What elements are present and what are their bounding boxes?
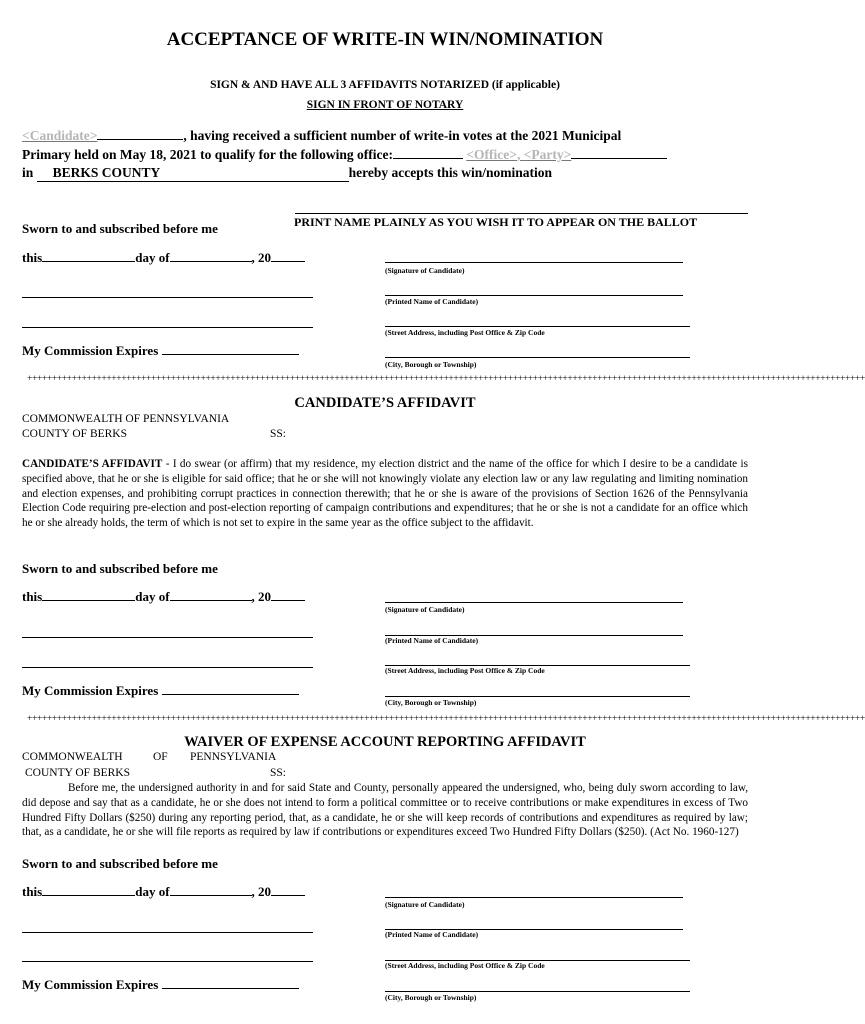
day-field-2[interactable]: [42, 600, 135, 601]
signature-line[interactable]: [385, 262, 683, 263]
street-caption-2: (Street Address, including Post Office & Zip Code: [385, 666, 545, 675]
city-line[interactable]: [385, 357, 690, 358]
party-placeholder[interactable]: <Party>: [523, 147, 572, 162]
year-field-3[interactable]: [271, 895, 305, 896]
commission-date-field-3[interactable]: [162, 988, 299, 989]
printed-name-caption: (Printed Name of Candidate): [385, 297, 479, 306]
waiver-heading: WAIVER OF EXPENSE ACCOUNT REPORTING AFFIDAVIT: [184, 734, 586, 750]
separator-2: +++++++++++++++++++++++++++++++++++++++++++++++++++++++++++++++++++++++++++++++++++++++++++++++++++++++++++++++++++++++++++++++++++++++++++++++++++++++++++++++++++++++++: [27, 714, 865, 724]
candidate-placeholder[interactable]: <Candidate>: [22, 128, 98, 143]
office-placeholder[interactable]: <Office>: [466, 147, 517, 162]
ss-label: SS:: [270, 428, 286, 440]
street-line[interactable]: [385, 326, 690, 327]
notarize-instruction: SIGN & AND HAVE ALL 3 AFFIDAVITS NOTARIZED (if applicable): [210, 79, 560, 91]
month-field-2[interactable]: [170, 600, 252, 601]
signature-line-2[interactable]: [385, 602, 683, 603]
acceptance-line-3: in BERKS COUNTY hereby accepts this win/nomination: [22, 165, 553, 180]
city-caption-2: (City, Borough or Township): [385, 698, 477, 707]
day-field-3[interactable]: [42, 895, 135, 896]
signature-caption-3: (Signature of Candidate): [385, 900, 465, 909]
printed-name-caption-3: (Printed Name of Candidate): [385, 930, 479, 939]
waiver-ss-label: SS:: [270, 767, 286, 779]
commission-expires-3: My Commission Expires: [22, 977, 299, 993]
notary-line-2[interactable]: [22, 327, 313, 328]
month-field[interactable]: [170, 261, 252, 262]
commission-expires: My Commission Expires: [22, 343, 299, 359]
waiver-county-label: COUNTY OF BERKS: [25, 767, 131, 779]
candidates-affidavit-heading: CANDIDATE’S AFFIDAVIT: [294, 395, 476, 411]
month-field-3[interactable]: [170, 895, 252, 896]
waiver-text: Before me, the undersigned authority in and for said State and County, personally appeared the undersigned, who, being duly sworn according to law, did depose and say that as a candidate, he or she does not intend to form a political committee or to receive contributions or make expenditures in excess of Two Hundred Fifty Dollars ($250) during any reporting period, that, as a candidate, he or she will keep records of contributions and expenditures as required by law; that, as a candidate, he or she will file reports as required by law if contributions or expenditures exceed Two Hundred Fifty Dollars ($250). (Act No. 1960-127): [22, 782, 748, 839]
commission-date-field[interactable]: [162, 354, 299, 355]
acceptance-line-1: <Candidate> , having received a sufficient number of write-in votes at the 2021 Municipal: [22, 128, 622, 143]
sign-in-front-instruction: SIGN IN FRONT OF NOTARY: [306, 99, 464, 111]
date-line: this day of , 20: [22, 250, 305, 266]
day-field[interactable]: [42, 261, 135, 262]
street-caption-3: (Street Address, including Post Office & Zip Code: [385, 961, 545, 970]
notary-line-3[interactable]: [22, 637, 313, 638]
printed-name-caption-2: (Printed Name of Candidate): [385, 636, 479, 645]
city-caption-3: (City, Borough or Township): [385, 993, 477, 1002]
year-field-2[interactable]: [271, 600, 305, 601]
signature-line-3[interactable]: [385, 897, 683, 898]
city-line-3[interactable]: [385, 991, 690, 992]
commonwealth-label: COMMONWEALTH OF PENNSYLVANIA: [22, 413, 230, 425]
date-line-3: this day of , 20: [22, 884, 305, 900]
sworn-label: Sworn to and subscribed before me: [22, 221, 218, 236]
waiver-commonwealth-a: COMMONWEALTH: [22, 751, 123, 763]
acceptance-line-2: Primary held on May 18, 2021 to qualify for the following office: <Office>, <Party>: [22, 147, 667, 163]
waiver-commonwealth-c: PENNSYLVANIA: [190, 751, 277, 763]
county-label: COUNTY OF BERKS: [22, 428, 128, 440]
commission-date-field-2[interactable]: [162, 694, 299, 695]
notary-line-6[interactable]: [22, 961, 313, 962]
print-name-label: PRINT NAME PLAINLY AS YOU WISH IT TO APPEAR ON THE BALLOT: [294, 215, 698, 229]
document-title: ACCEPTANCE OF WRITE-IN WIN/NOMINATION: [166, 29, 604, 50]
separator-1: +++++++++++++++++++++++++++++++++++++++++++++++++++++++++++++++++++++++++++++++++++++++++++++++++++++++++++++++++++++++++++++++++++++++++++++++++++++++++++++++++++++++++: [27, 374, 865, 384]
date-line-2: this day of , 20: [22, 589, 305, 605]
candidates-affidavit-text: CANDIDATE’S AFFIDAVIT - I do swear (or affirm) that my residence, my election district and the name of the office for which I desire to be a candidate is specified above, that he or she is eligible for said office; that he or she will not knowingly violate any election law or any law regulating and limiting nomination and election expenses, and prohibiting corrupt practices in connection therewith; that he or she is aware of the provisions of Section 1626 of the Pennsylvania Election Code requiring pre-election and post-election reporting of campaign contributions and expenditures; that he or she is not a candidate for an office which he or she already holds, the term of which is not set to expire in the same year as the office subject to the affidavit.: [22, 458, 748, 530]
printed-name-line[interactable]: [385, 295, 683, 296]
street-caption: (Street Address, including Post Office & Zip Code: [385, 328, 545, 337]
sworn-label-3: Sworn to and subscribed before me: [22, 856, 218, 871]
city-line-2[interactable]: [385, 696, 690, 697]
sworn-label-2: Sworn to and subscribed before me: [22, 561, 218, 576]
waiver-commonwealth-b: OF: [153, 751, 168, 763]
signature-caption-2: (Signature of Candidate): [385, 605, 465, 614]
county-field[interactable]: BERKS COUNTY: [37, 165, 349, 182]
commission-expires-2: My Commission Expires: [22, 683, 299, 699]
notary-line-5[interactable]: [22, 932, 313, 933]
signature-caption: (Signature of Candidate): [385, 266, 465, 275]
notary-line-4[interactable]: [22, 667, 313, 668]
notary-line[interactable]: [22, 297, 313, 298]
year-field[interactable]: [271, 261, 305, 262]
city-caption: (City, Borough or Township): [385, 360, 477, 369]
